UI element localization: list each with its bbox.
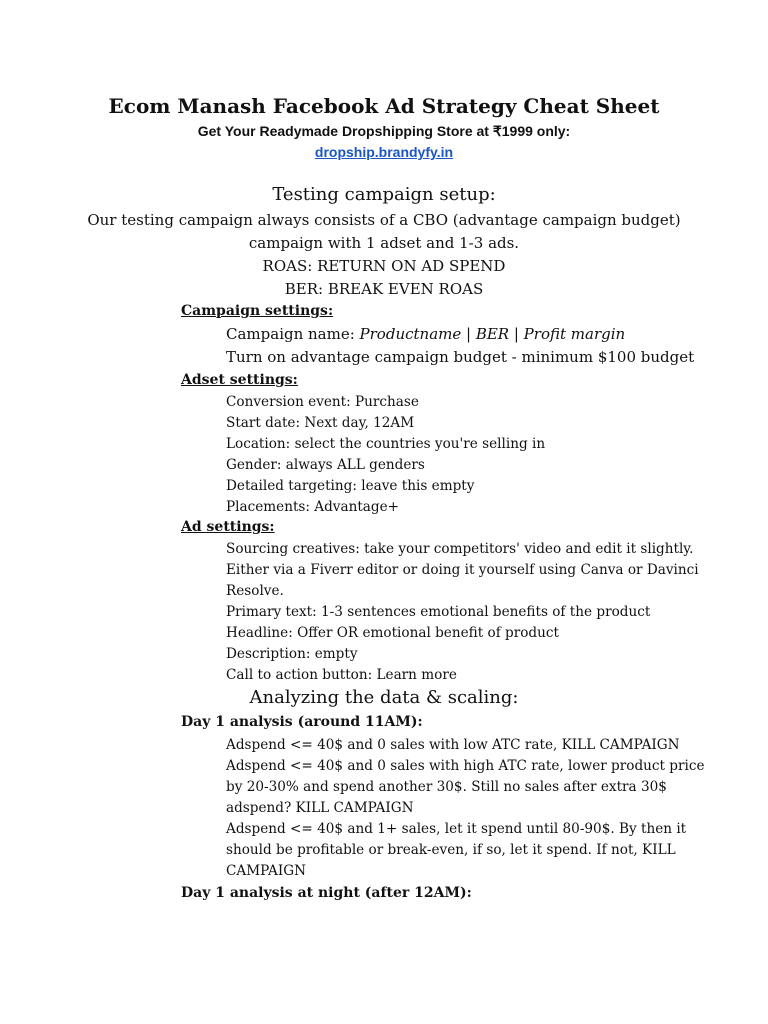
campaign-budget-line: Turn on advantage campaign budget - minimum $100 budget bbox=[226, 348, 695, 366]
ad-settings-heading: Ad settings: bbox=[181, 519, 275, 535]
adset-item: Conversion event: Purchase bbox=[226, 394, 419, 410]
campaign-name-line bbox=[226, 325, 625, 343]
store-link[interactable]: dropship.brandyfy.in bbox=[314, 144, 454, 160]
promo-text: Get Your Readymade Dropshipping Store at ₹1999 only: bbox=[197, 123, 571, 139]
adset-item: Location: select the countries you're selling in bbox=[226, 436, 546, 452]
adset-settings-heading: Adset settings: bbox=[181, 372, 298, 388]
intro-line: Our testing campaign always consists of a CBO (advantage campaign budget) bbox=[87, 211, 681, 229]
day1-line: Adspend <= 40$ and 1+ sales, let it spend until 80-90$. By then it bbox=[226, 821, 687, 837]
campaign-name-value: Productname | BER | Profit margin bbox=[359, 325, 626, 343]
intro-line: BER: BREAK EVEN ROAS bbox=[284, 280, 484, 298]
adset-item: Start date: Next day, 12AM bbox=[226, 415, 415, 431]
page-title: Ecom Manash Facebook Ad Strategy Cheat Sheet bbox=[108, 94, 660, 118]
ad-item: Either via a Fiverr editor or doing it yourself using Canva or Davinci bbox=[226, 562, 699, 578]
testing-section-heading: Testing campaign setup: bbox=[272, 184, 496, 205]
intro-line: campaign with 1 adset and 1-3 ads. bbox=[248, 234, 520, 252]
day1-line: by 20-30% and spend another 30$. Still no sales after extra 30$ bbox=[226, 779, 667, 795]
day1-line: Adspend <= 40$ and 0 sales with high ATC rate, lower product price bbox=[226, 758, 705, 774]
day1-line: should be profitable or break-even, if so, let it spend. If not, KILL bbox=[226, 842, 676, 858]
day1-night-heading: Day 1 analysis at night (after 12AM): bbox=[181, 885, 472, 901]
ad-item: Headline: Offer OR emotional benefit of product bbox=[226, 625, 559, 641]
ad-item: Resolve. bbox=[226, 583, 284, 599]
ad-item: Sourcing creatives: take your competitors' video and edit it slightly. bbox=[226, 541, 694, 557]
day1-line: adspend? KILL CAMPAIGN bbox=[226, 800, 414, 816]
day1-heading: Day 1 analysis (around 11AM): bbox=[181, 714, 423, 730]
ad-item: Call to action button: Learn more bbox=[226, 667, 457, 683]
day1-line: CAMPAIGN bbox=[226, 863, 306, 879]
campaign-name-label: Campaign name: bbox=[226, 325, 360, 343]
ad-item: Description: empty bbox=[226, 646, 358, 662]
ad-item: Primary text: 1-3 sentences emotional benefits of the product bbox=[226, 604, 651, 620]
campaign-settings-heading: Campaign settings: bbox=[181, 303, 334, 319]
analysis-section-heading: Analyzing the data & scaling: bbox=[249, 687, 519, 708]
intro-line: ROAS: RETURN ON AD SPEND bbox=[262, 257, 506, 275]
adset-item: Placements: Advantage+ bbox=[226, 499, 400, 515]
day1-line: Adspend <= 40$ and 0 sales with low ATC rate, KILL CAMPAIGN bbox=[226, 737, 680, 753]
adset-item: Detailed targeting: leave this empty bbox=[226, 478, 475, 494]
adset-item: Gender: always ALL genders bbox=[226, 457, 425, 473]
